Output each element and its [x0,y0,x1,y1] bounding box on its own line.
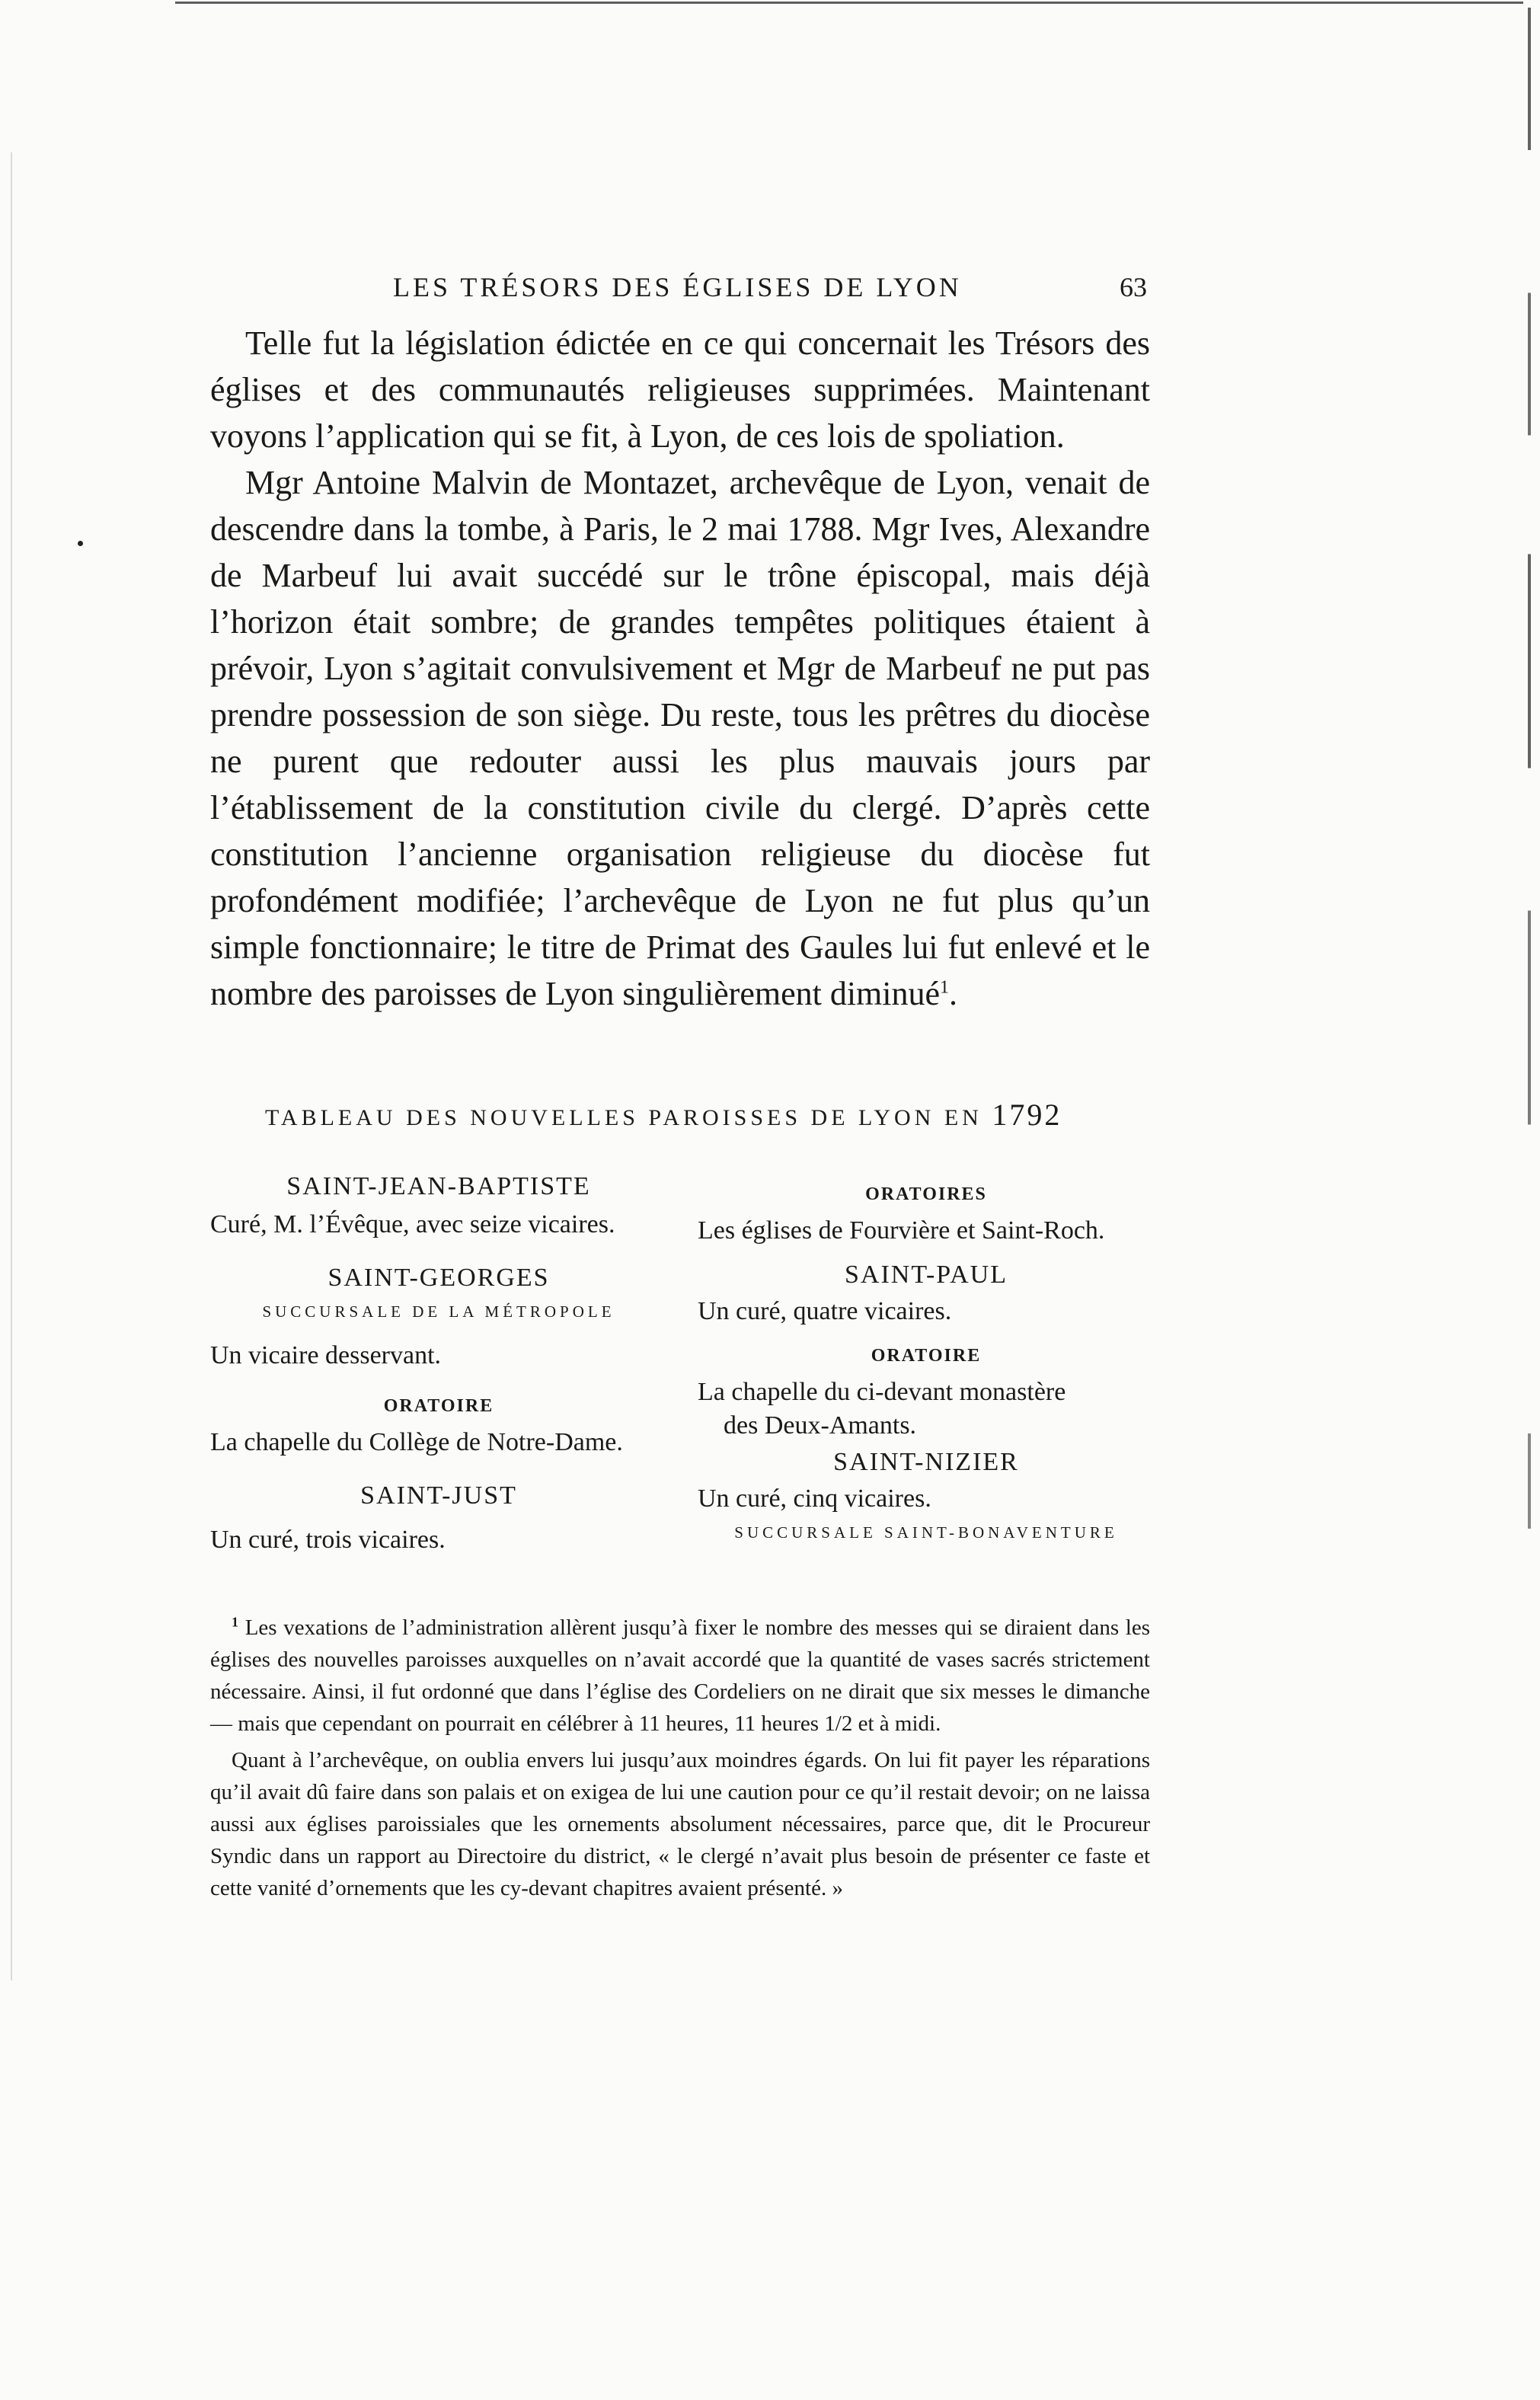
scan-edge-top [175,2,1523,4]
oratoire-entry: La chapelle du Collège de Notre-Dame. [210,1428,623,1456]
parish-title: SAINT-GEORGES [327,1264,550,1292]
parish-entry: Curé, M. l’Évêque, avec seize vicaires. [210,1210,615,1238]
running-title: LES TRÉSORS DES ÉGLISES DE LYON [393,272,962,302]
parish-column-left [210,1170,667,1557]
parish-title: SAINT-NIZIER [833,1448,1019,1476]
page-number: 63 [1120,272,1147,302]
main-text [210,320,1150,1017]
paragraph-text: Mgr Antoine Malvin de Montazet, archevêque de Lyon, venait de descendre dans la tombe, à Paris, le 2 mai 1788. Mgr Ives, Alexandre de Marbeuf lui avait succédé sur le trône épiscopal, mais déjà l’horizon était sombre; de grandes tempêtes politiques étaient à prévoir, Lyon s’agitait convulsivement et Mgr de Marbeuf ne put pas prendre possession de son siège. Du reste, tous les prêtres du diocèse ne purent que redouter aussi les plus mauvais jours par l’établissement de la constitution civile du clergé. D’après cette constitution l’ancienne organisation religieuse du diocèse fut profondément modifiée; l’archevêque de Lyon ne fut plus qu’un simple fonctionnaire; le titre de Primat des Gaules lui fut enlevé et le nombre des paroisses de Lyon singulièrement diminué [210,464,1150,1012]
scan-edge-right [1528,8,1531,2384]
footnote-paragraph [210,1612,1150,1740]
oratoire-label: ORATOIRE [383,1396,494,1416]
footnote-paragraph: Quant à l’archevêque, on oublia envers lui jusqu’aux moindres égards. On lui fit payer les réparations qu’il avait dû faire dans son palais et on exigea de lui une caution pour ce qu’il restait devoir; on ne laissa aussi aux églises paroissiales que les ornements absolument nécessaires, parce que, dit le Procureur Syndic dans un rapport au Directoire du district, « le clergé n’avait plus besoin de présenter ce faste et cette vanité d’ornements que les cy-devant chapitres avaient présenté. » [210,1748,1150,1900]
parish-subtitle: SUCCURSALE DE LA MÉTROPOLE [262,1302,615,1321]
paragraph [210,459,1150,1017]
paragraph: Telle fut la législation édictée en ce qui concernait les Trésors des églises et des communautés religieuses supprimées. Maintenant voyons l’application qui se fit, à Lyon, de ces lois de spoliation. [210,324,1150,455]
oratoire-entry-line: La chapelle du ci-devant monastère [698,1378,1066,1406]
paragraph-end: . [949,975,958,1012]
scan-edge-left [11,152,12,1980]
parish-column-right [698,1178,1155,1549]
ink-speck [78,541,83,546]
footnote-text: Les vexations de l’administration allèrent jusqu’à fixer le nombre des messes qui se diraient dans les églises des nouvelles paroisses auxquelles on n’avait accordé que la quantité de vases sacrés strictement nécessaire. Ainsi, il fut ordonné que dans l’église des Cordeliers on ne dirait que six messes le dimanche — mais que cependant on pourrait en célébrer à 11 heures, 11 heures 1/2 et à midi. [210,1615,1150,1736]
oratoire-label: ORATOIRE [871,1346,982,1366]
oratoire-entry-line: des Deux-Amants. [724,1411,917,1440]
table-title-year: 1792 [992,1098,1062,1132]
footnote [210,1612,1150,1904]
parish-title: SAINT-JUST [360,1481,517,1510]
footnote-marker: 1 [232,1614,238,1630]
parish-entry: Un curé, trois vicaires. [210,1526,446,1554]
parish-entry: Un vicaire desservant. [210,1341,442,1369]
parish-subtitle: SUCCURSALE SAINT-BONAVENTURE [734,1523,1118,1542]
parish-title: SAINT-JEAN-BAPTISTE [286,1172,591,1200]
parish-title: SAINT-PAUL [845,1261,1008,1289]
footnote-reference: 1 [940,977,950,998]
oratoires-entry: Les églises de Fourvière et Saint-Roch. [698,1216,1105,1245]
parish-entry: Un curé, quatre vicaires. [698,1297,952,1325]
table-title [265,1097,1062,1133]
table-title-text: TABLEAU DES NOUVELLES PAROISSES DE LYON EN [265,1105,982,1130]
parish-entry: Un curé, cinq vicaires. [698,1484,931,1513]
oratoires-label: ORATOIRES [865,1184,987,1204]
